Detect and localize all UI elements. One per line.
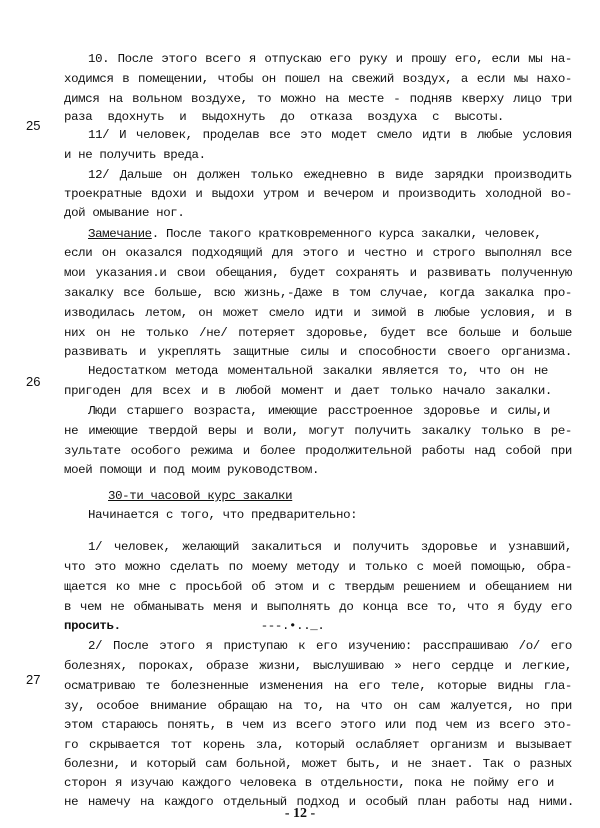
text-line: мои указания.и свои обещания, будет сохранять и развивать полученную	[64, 266, 572, 280]
text-line: моей помощи и под моим руководством.	[64, 463, 320, 477]
text-line: 2/ После этого я приступаю к его изучению: расспрашиваю /о/ его	[88, 639, 572, 653]
text-line: закалку все больше, всю жизнь,-Даже в том случае, когда закалка про-	[64, 286, 572, 300]
text-line: 11/ И человек, проделав все это модет смело идти в любые условия	[88, 128, 572, 142]
section-intro: Начинается с того, что предварительно:	[88, 508, 358, 522]
text-line: Люди старшего возраста, имеющие расстроенное здоровье и силы,и	[88, 404, 550, 418]
text-line: Недостатком метода моментальной закалки является то, что он не	[88, 364, 548, 378]
text-line: го скрывается тот корень зла, который ослабляет организм и вызывает	[64, 738, 572, 752]
text-line: что это можно сделать по моему методу и только с моей помощью, обра-	[64, 560, 572, 574]
margin-number: 26	[26, 374, 41, 389]
remark-text: . После такого кратковременного курса закалки, человек,	[151, 227, 542, 241]
text-line: щается ко мне с просьбой об этом и с твердым решением и обещанием ни	[64, 580, 572, 594]
text-line: в чем не обманывать меня и выполнять до конца все то, что я буду его	[64, 600, 572, 614]
text-line: троекратные вдохи и выдохи утром и вечером и производить холодной во-	[64, 187, 572, 201]
page-number: - 12 -	[284, 806, 316, 821]
text-line: зультате особого режима и более продолжительной работы над собой при	[64, 444, 572, 458]
text-line: 1/ человек, желающий закалиться и получить здоровье и узнавший,	[88, 540, 572, 554]
text-line: зу, особое внимание обращаю на то, на что он сам жалуется, но при	[64, 699, 572, 713]
text-line: изводилась летом, он может смело идти и зимой в любые условия, и в	[64, 306, 572, 320]
text-line: болезнях, пороках, образе жизни, выслушиваю » него сердце и легкие,	[64, 659, 572, 673]
remark-label: Замечание	[88, 227, 152, 241]
margin-number: 27	[26, 672, 41, 687]
remark-first-line	[88, 225, 572, 243]
margin-number: 25	[26, 118, 41, 133]
text-line: сторон я изучаю каждого человека в отдельности, пока не пойму его и	[64, 776, 554, 790]
text-line: них он не только /не/ потеряет здоровье, будет все больше и больше	[64, 326, 572, 340]
text-line: 12/ Дальше он должен только ежедневно в виде зарядки производить	[88, 168, 572, 182]
text-line: пригоден для всех и в любой момент и дает только начало закалки.	[64, 384, 552, 398]
text-line: болезни, и который сам больной, может быть, и не знает. Так о разных	[64, 757, 572, 771]
text-line: ходимся в помещении, чтобы он пошел на свежий воздух, а если мы нахо-	[64, 72, 572, 86]
text-line: развивать и укреплять защитные силы и способности своего организма.	[64, 345, 572, 359]
item-1-last-word: просить.	[64, 619, 121, 633]
text-line: раза вдохнуть и выдохнуть до отказа воздуха с высоты.	[64, 110, 504, 124]
text-line: осматриваю те болезненные изменения на его теле, которые видны гла-	[64, 679, 572, 693]
text-line: димся на вольном воздухе, то можно на месте - подняв кверху лицо три	[64, 92, 572, 106]
text-line: и не получить вреда.	[64, 148, 206, 162]
text-line: 10. После этого всего я отпускаю его руку и прошу его, если мы на-	[88, 52, 572, 66]
text-line: если он оказался подходящий для этого и честно и строго выполнял все	[64, 246, 572, 260]
text-line: дой омывание ног.	[64, 206, 185, 220]
item-1-last-line	[64, 617, 572, 635]
text-line: не намечу на каждого отдельный подход и особый план работы над ними.	[64, 795, 574, 809]
item-1-marks: ---.•.._.	[260, 619, 325, 633]
text-line: не имеющие твердой веры и воли, могут получить закалку только в ре-	[64, 424, 572, 438]
text-line: этом стараюсь понять, в чем из всего этого или под чем из всего это-	[64, 718, 572, 732]
section-heading: 30-ти часовой курс закалки	[108, 489, 293, 503]
